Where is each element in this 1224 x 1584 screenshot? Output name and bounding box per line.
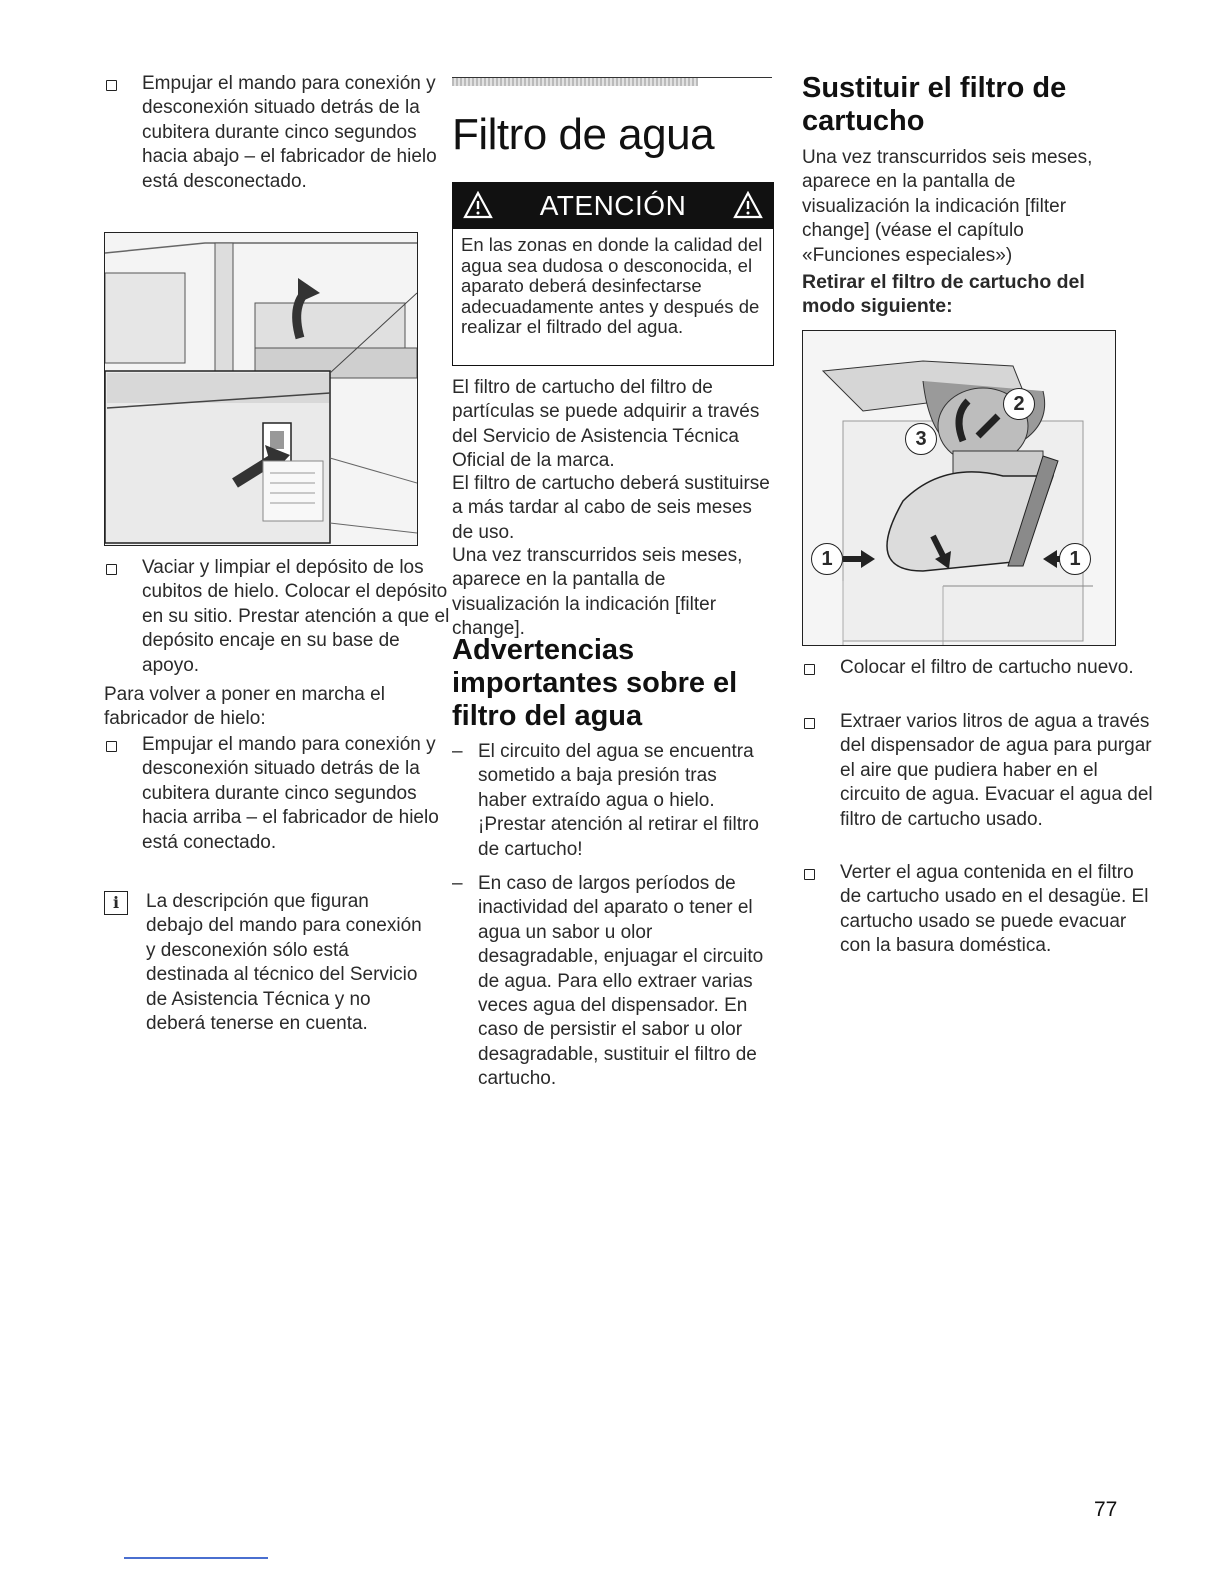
bullet-square-icon xyxy=(804,664,815,675)
callout-1-right: 1 xyxy=(1059,543,1091,575)
warning-triangle-icon xyxy=(733,191,763,219)
right-bullet-3: Verter el agua contenida en el filtro de cartucho usado en el desagüe. El cartucho usado se puede evacuar con la basura doméstica. xyxy=(840,862,1149,957)
left-bullet-2: Vaciar y limpiar el depósito de los cubitos de hielo. Colocar el depósito en su sitio. Prestar atención a que el depósito encaje en su base de apoyo. xyxy=(142,557,450,676)
filter-illustration xyxy=(803,331,1115,645)
left-paragraph: Para volver a poner en marcha el fabricador de hielo: xyxy=(104,684,385,730)
middle-paragraph-3: Una vez transcurridos seis meses, aparece en la pantalla de visualización la indicación [filter change]. xyxy=(452,545,743,640)
list-item xyxy=(802,710,1158,832)
list-item xyxy=(104,72,460,194)
page-number: 77 xyxy=(1094,1498,1118,1521)
warning-label: ATENCIÓN xyxy=(539,190,687,221)
bullet-square-icon xyxy=(804,718,815,729)
list-item: – En caso de largos períodos de inactividad del aparato o tener el agua un sabor u olor desagradable, enjuagar el circuito de agua. Para ello extraer varias veces agua del dispensador. En caso de persistir el sabor u olor desagradable, sustituir el filtro de cartucho. xyxy=(452,873,764,1090)
list-item xyxy=(104,733,460,855)
list-item xyxy=(802,861,1158,959)
right-subheading: Retirar el filtro de cartucho del modo siguiente: xyxy=(802,271,1085,318)
left-bullet-1: Empujar el mando para conexión y desconexión situado detrás de la cubitera durante cinco segundos hacia abajo – el fabricador de hielo está desconectado. xyxy=(142,73,437,192)
callout-1-left: 1 xyxy=(811,543,843,575)
middle-paragraph-2: El filtro de cartucho deberá sustituirse a más tardar al cabo de seis meses de uso. xyxy=(452,473,770,543)
right-bullet-2: Extraer varios litros de agua a través del dispensador de agua para purgar el aire que pudiera haber en el circuito de agua. Evacuar el agua del filtro de cartucho usado. xyxy=(840,711,1153,830)
callout-3: 3 xyxy=(905,423,937,455)
footer-rule xyxy=(124,1557,268,1559)
right-bullet-1: Colocar el filtro de cartucho nuevo. xyxy=(840,657,1134,678)
bullet-square-icon xyxy=(106,564,117,575)
bullet-square-icon xyxy=(106,80,117,91)
right-paragraph: Una vez transcurridos seis meses, aparece en la pantalla de visualización la indicación [filter change] (véase el capítulo «Funciones especiales») xyxy=(802,147,1093,266)
list-item xyxy=(802,656,1158,680)
middle-dash-2: En caso de largos períodos de inactividad del aparato o tener el agua un sabor u olor desagradable, enjuagar el circuito de agua. Para ello extraer varias veces agua del dispensador. En caso de persistir el sabor u olor desagradable, sustituir el filtro de cartucho. xyxy=(478,873,764,1090)
page-title: Filtro de agua xyxy=(452,110,715,159)
bullet-square-icon xyxy=(106,741,117,752)
middle-paragraph-1: El filtro de cartucho del filtro de partículas se puede adquirir a través del Servicio de Asistencia Técnica Oficial de la marca. xyxy=(452,377,760,472)
warning-box xyxy=(452,182,774,366)
filter-removal-figure xyxy=(802,330,1116,646)
bullet-square-icon xyxy=(804,869,815,880)
info-icon: i xyxy=(104,891,128,915)
section-heading-sustituir: Sustituir el filtro de cartucho xyxy=(802,72,1067,137)
left-bullet-3: Empujar el mando para conexión y desconexión situado detrás de la cubitera durante cinco segundos hacia arriba – el fabricador de hielo está conectado. xyxy=(142,734,439,853)
warning-text: En las zonas en donde la calidad del agua sea dudosa o desconocida, el aparato deberá desinfectarse adecuadamente antes y después de realizar el filtrado del agua. xyxy=(461,234,763,337)
ice-maker-switch-figure xyxy=(104,232,418,546)
dash-list xyxy=(452,740,770,1098)
list-item xyxy=(104,556,460,678)
ice-maker-illustration xyxy=(105,233,417,545)
warning-header xyxy=(453,183,773,229)
list-item: – El circuito del agua se encuentra sometido a baja presión tras haber extraído agua o hielo. ¡Prestar atención al retirar el filtro de cartucho! xyxy=(452,741,759,860)
info-note-text: La descripción que figuran debajo del mando para conexión y desconexión sólo está destinada al técnico del Servicio de Asistencia Técnica y no deberá tenerse en cuenta. xyxy=(146,891,422,1035)
middle-dash-1: El circuito del agua se encuentra sometido a baja presión tras haber extraído agua o hielo. ¡Prestar atención al retirar el filtro de cartucho! xyxy=(478,741,759,860)
section-heading-advertencias: Advertencias importantes sobre el filtro del agua xyxy=(452,634,738,732)
header-bar xyxy=(452,76,772,86)
callout-2: 2 xyxy=(1003,388,1035,420)
info-note xyxy=(104,890,422,1036)
